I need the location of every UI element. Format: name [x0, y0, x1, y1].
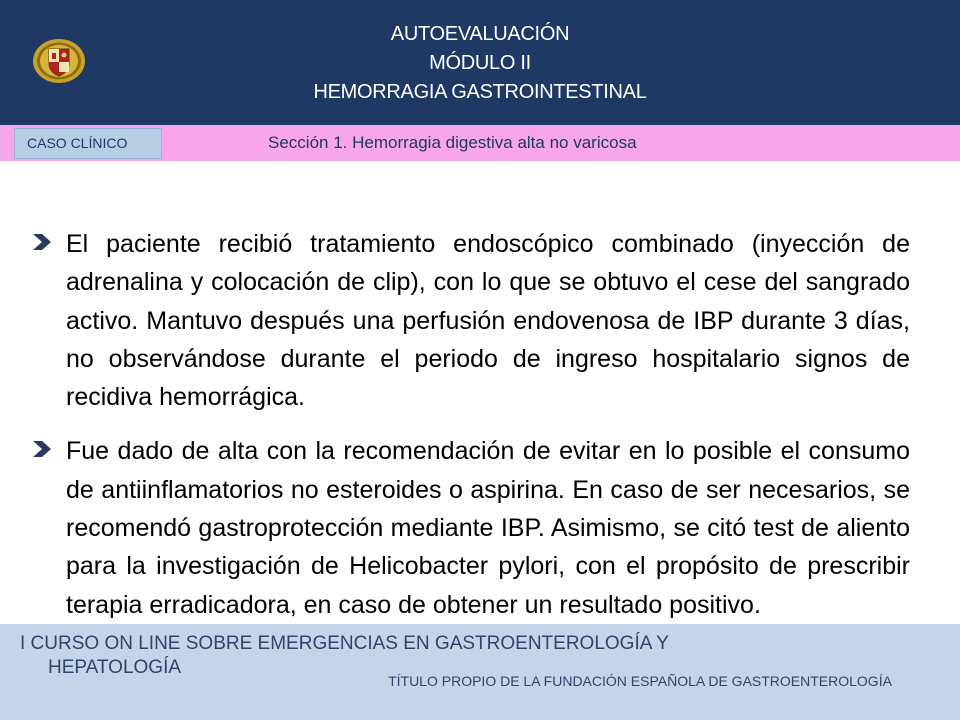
bullet-item: [30, 225, 910, 416]
section-title: Sección 1. Hemorragia digestiva alta no varicosa: [268, 133, 637, 152]
title-owner: TÍTULO PROPIO DE LA FUNDACIÓN ESPAÑOLA DE GASTROENTEROLOGÍA: [388, 673, 892, 689]
title-line-3: HEMORRAGIA GASTROINTESTINAL: [313, 81, 647, 103]
title-line-1: AUTOEVALUACIÓN: [390, 23, 570, 45]
slide-title: [240, 20, 720, 107]
arrow-bullet-icon: [30, 230, 54, 254]
university-seal-icon: [32, 38, 86, 84]
bullet-text: El paciente recibió tratamiento endoscópico combinado (inyección de adrenalina y colocación de clip), con lo que se obtuvo el cese del sangrado activo. Mantuvo después una perfusión endovenosa de IBP durante 3 días, no observándose durante el periodo de ingreso hospitalario signos de recidiva hemorrágica.: [66, 230, 910, 412]
title-line-2: MÓDULO II: [429, 52, 531, 74]
arrow-bullet-icon: [30, 437, 54, 461]
header-banner: [0, 0, 960, 125]
bullet-text: Fue dado de alta con la recomendación de evitar en lo posible el consumo de antiinflamatorios no esteroides o aspirina. En caso de ser necesarios, se recomendó gastroprotección mediante IBP. Asimismo, se citó test de aliento para la investigación de Helicobacter pylori, con el propósito de prescribir terapia erradicadora, en caso de obtener un resultado positivo.: [66, 437, 910, 619]
course-name-line-1: I CURSO ON LINE SOBRE EMERGENCIAS EN GASTROENTEROLOGÍA Y: [20, 633, 669, 654]
slide-content: [30, 225, 910, 640]
case-badge: CASO CLÍNICO: [14, 128, 162, 159]
course-name-line-2: HEPATOLOGÍA: [48, 657, 182, 678]
bullet-item: [30, 432, 910, 623]
